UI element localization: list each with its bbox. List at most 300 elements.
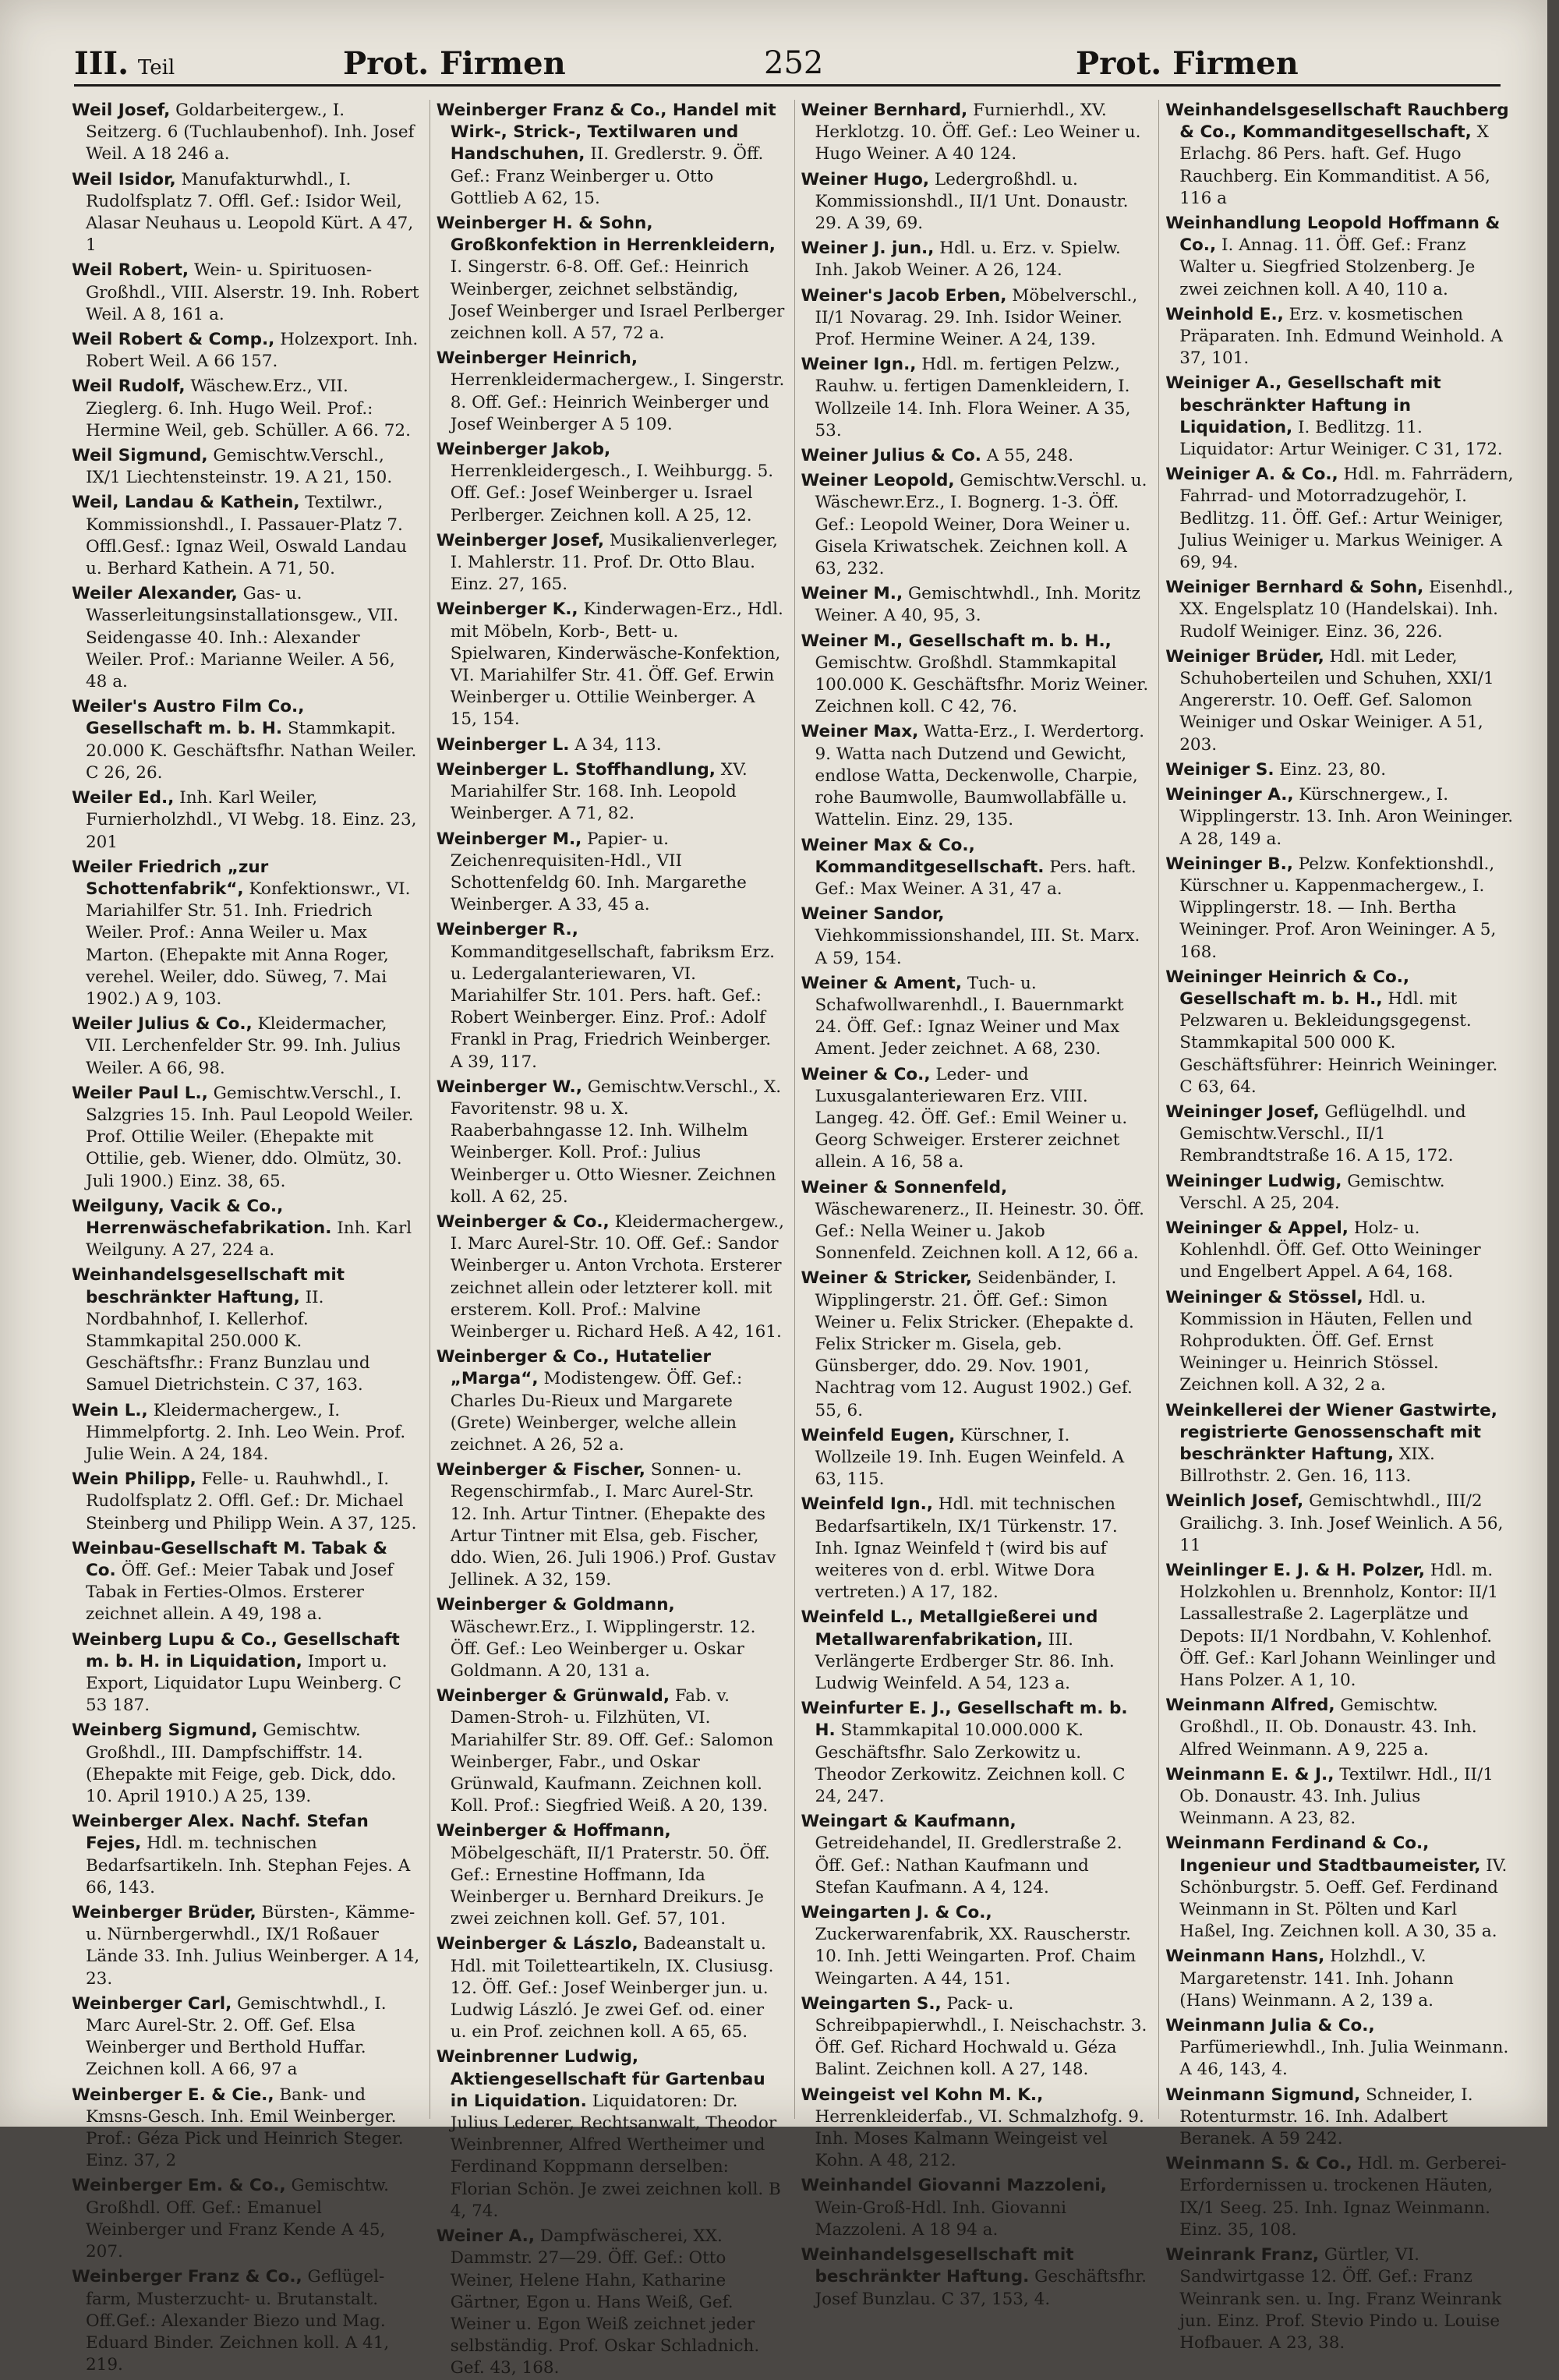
directory-entry bbox=[801, 835, 1150, 901]
firm-details: Getreidehandel, II. Gredlerstraße 2. Öff. Gef.: Nathan Kaufmann und Stefan Kaufmann. A 4, 124. bbox=[815, 1834, 1122, 1897]
firm-details: Holz- u. Kohlenhdl. Öff. Gef. Otto Weininger und Engelbert Appel. A 64, 168. bbox=[1179, 1218, 1481, 1282]
firm-details: Manufakturwhdl., I. Rudolfsplatz 7. Offl. Gef.: Isidor Weil, Alasar Neuhaus u. Leopold Kürt. A 47, 1 bbox=[86, 169, 414, 256]
firm-name: Weil Rudolf, bbox=[72, 377, 186, 397]
firm-details: Gemischtw.Verschl. u. Wäschewr.Erz., I. Bognerg. 1-3. Öff. Gef.: Leopold Weiner, Dora Weiner u. Gisela Kriwatschek. Zeichnen koll. A 63, 232. bbox=[815, 471, 1147, 579]
firm-name: Weinhandlung Leopold Hoffmann & Co., bbox=[1165, 214, 1501, 256]
directory-entry bbox=[72, 100, 420, 166]
firm-details: Gemischtwhdl., Inh. Moritz Weiner. A 40, 95, 3. bbox=[815, 584, 1141, 626]
firm-name: Weiniger A. & Co., bbox=[1165, 465, 1338, 485]
firm-name: Weininger & Stössel, bbox=[1165, 1287, 1363, 1307]
directory-entry bbox=[1165, 967, 1514, 1098]
firm-details: Tuch- u. Schafwollwarenhdl., I. Bauernmarkt 24. Öff. Gef.: Ignaz Weiner und Max Ament. Jeder zeichnet. A 68, 230. bbox=[815, 973, 1124, 1059]
page-header bbox=[74, 45, 1501, 87]
directory-entry bbox=[72, 1469, 420, 1535]
directory-entry bbox=[72, 260, 420, 326]
directory-entry bbox=[801, 1902, 1150, 1990]
directory-entry bbox=[801, 445, 1150, 467]
directory-entry bbox=[801, 169, 1150, 235]
directory-entry bbox=[801, 1425, 1150, 1491]
firm-details: Stammkapital 10.000.000 K. Geschäftsfhr. Salo Zerkowitz u. Theodor Zerkowitz. Zeichnen koll. C 24, 247. bbox=[815, 1720, 1126, 1807]
directory-entry bbox=[72, 1264, 420, 1396]
firm-details: Gemischtw. Großhdl., III. Dampfschiffstr. 14. (Ehepakte mit Feige, geb. Dick, ddo. 10. April 1910.) A 25, 139. bbox=[86, 1720, 397, 1807]
firm-details: Textilwr. Hdl., II/1 Ob. Donaustr. 43. Inh. Julius Weinmann. A 23, 82. bbox=[1179, 1764, 1494, 1829]
firm-details: XV. Mariahilfer Str. 168. Inh. Leopold Weinberger. A 71, 82. bbox=[450, 759, 748, 824]
firm-details: Hdl. m. Fahrrädern, Fahrrad- und Motorradzugehör, I. Bedlitzg. 11. Öff. Gef.: Artur Weiniger, Julius Weiniger u. Markus Weiniger. A 69, 94. bbox=[1179, 465, 1514, 573]
firm-details: Badeanstalt u. Hdl. mit Toiletteartikeln, IX. Clusiusg. 12. Öff. Gef.: Josef Weinberger jun. u. Ludwig László. Je zwei Gef. od. einer u. ein Prof. zeichnen koll. A 65, 65. bbox=[450, 1934, 774, 2042]
column-3 bbox=[794, 100, 1150, 2309]
firm-name: Weiner & Sonnenfeld, bbox=[801, 1177, 1008, 1197]
firm-details: Inh. Karl Weiler, Furnierholzhdl., VI Webg. 18. Einz. 23, 201 bbox=[86, 788, 417, 852]
part-number: III. bbox=[74, 45, 129, 82]
firm-name: Weinrank Franz, bbox=[1165, 2245, 1320, 2265]
firm-details: IV. Schönburgstr. 5. Oeff. Gef. Ferdinand Weinmann in St. Pölten und Karl Haßel, Ing. Zeichnen koll. A 30, 35 a. bbox=[1179, 1855, 1508, 1942]
directory-entry bbox=[72, 2085, 420, 2173]
directory-entry bbox=[72, 583, 420, 693]
directory-entry bbox=[1165, 373, 1514, 461]
left-running-title: Prot. Firmen bbox=[343, 45, 566, 82]
firm-details: Watta-Erz., I. Werdertorg. 9. Watta nach Dutzend und Gewicht, endlose Watta, Deckenwolle, Charpie, rohe Baumwolle, Baumwollabfälle u. Wattelin. Einz. 29, 135. bbox=[815, 722, 1145, 830]
firm-name: Weiner Max, bbox=[801, 722, 919, 742]
firm-details: Inh. Karl Weilguny. A 27, 224 a. bbox=[86, 1218, 412, 1261]
firm-name: Weiniger S. bbox=[1165, 759, 1274, 780]
directory-entry bbox=[801, 1698, 1150, 1808]
directory-entry bbox=[801, 1268, 1150, 1421]
firm-name: Weinberger Alex. Nachf. Stefan Fejes, bbox=[72, 1812, 369, 1854]
directory-entry bbox=[437, 2046, 785, 2223]
firm-name: Weil, Landau & Kathein, bbox=[72, 493, 300, 513]
firm-details: Bürsten-, Kämme- u. Nürnbergerwhdl., IX/1 Roßauer Lände 33. Inh. Julius Weinberger. A 14, 23. bbox=[86, 1903, 420, 1989]
directory-entry bbox=[437, 599, 785, 730]
directory-entry bbox=[1165, 2244, 1514, 2354]
firm-details: Herrenkleidergesch., I. Weihburgg. 5. Off. Gef.: Josef Weinberger u. Israel Perlberger. Zeichnen koll. A 25, 12. bbox=[450, 462, 774, 525]
firm-name: Weinberger & Fischer, bbox=[436, 1460, 645, 1480]
firm-name: Weinfurter E. J., Gesellschaft m. b. H. bbox=[801, 1699, 1128, 1741]
directory-entry bbox=[1165, 1833, 1514, 1943]
directory-entry bbox=[1165, 1102, 1514, 1168]
firm-details: I. Bedlitzg. 11. Liquidator: Artur Weiniger. C 31, 172. bbox=[1179, 417, 1503, 460]
firm-details: Geschäftsfhr. Josef Bunzlau. C 37, 153, 4. bbox=[815, 2267, 1147, 2309]
firm-details: Modistengew. Öff. Gef.: Charles Du-Rieux und Margarete (Grete) Weinberger, welche allein zeichnet. A 26, 52 a. bbox=[450, 1369, 743, 1455]
firm-details: Import u. Export, Liquidator Lupu Weinberg. C 53 187. bbox=[86, 1651, 402, 1716]
directory-entry bbox=[72, 1811, 420, 1899]
directory-entry bbox=[437, 2226, 785, 2379]
firm-name: Weiner M., Gesellschaft m. b. H., bbox=[801, 631, 1112, 651]
directory-entry bbox=[72, 1902, 420, 1990]
directory-entry bbox=[437, 1594, 785, 1682]
firm-name: Weinkellerei der Wiener Gastwirte, registrierte Genossenschaft mit beschränkter Haftung, bbox=[1165, 1400, 1497, 1464]
directory-entry bbox=[437, 1685, 785, 1817]
firm-name: Weiner & Co., bbox=[801, 1064, 931, 1084]
firm-details: Kommanditgesellschaft, fabriksm Erz. u. Ledergalanteriewaren, VI. Mariahilfer Str. 101. Pers. haft. Gef.: Robert Weinberger. Einz. Prof.: Adolf Frankl in Prag, Friedrich Weinberger. A 39, 117. bbox=[450, 942, 776, 1072]
directory-entry bbox=[1165, 1491, 1514, 1557]
firm-details: Papier- u. Zeichenrequisiten-Hdl., VII Schottenfeldg 60. Inh. Margarethe Weinberger. A 33, 45 a. bbox=[450, 829, 747, 915]
firm-details: Hdl. u. Kommission in Häuten, Fellen und Rohprodukten. Öff. Gef. Ernst Weininger u. Heinrich Stössel. Zeichnen koll. A 32, 2 a. bbox=[1179, 1287, 1472, 1395]
firm-name: Weiner Max & Co., Kommanditgesellschaft. bbox=[801, 835, 1045, 877]
directory-entry bbox=[1165, 1695, 1514, 1761]
directory-entry bbox=[801, 100, 1150, 166]
firm-details: Pers. haft. Gef.: Max Weiner. A 31, 47 a. bbox=[815, 857, 1137, 899]
firm-name: Weinmann Hans, bbox=[1165, 1947, 1325, 1967]
firm-name: Weiniger Bernhard & Sohn, bbox=[1165, 578, 1424, 598]
firm-name: Weil Josef, bbox=[72, 101, 171, 120]
directory-entry bbox=[1165, 1218, 1514, 1284]
firm-name: Weiler Paul L., bbox=[72, 1083, 208, 1103]
directory-entry bbox=[801, 631, 1150, 719]
page-number: 252 bbox=[764, 45, 824, 81]
column-2 bbox=[430, 100, 785, 2378]
firm-name: Weiler Friedrich „zur Schottenfabrik“, bbox=[72, 857, 269, 899]
firm-details: Kleidermacher, VII. Lerchenfelder Str. 99. Inh. Julius Weiler. A 66, 98. bbox=[86, 1014, 401, 1078]
firm-name: Weinberger H. & Sohn, Großkonfektion in Herrenkleidern, bbox=[436, 214, 776, 256]
firm-details: I. Singerstr. 6-8. Off. Gef.: Heinrich Weinberger, zeichnet selbständig, Josef Weinberger und Israel Perlberger zeichnen koll. A 57, 72 a. bbox=[450, 257, 785, 344]
firm-name: Weiler Julius & Co., bbox=[72, 1014, 253, 1034]
directory-entry bbox=[1165, 1560, 1514, 1692]
directory-entry bbox=[1165, 577, 1514, 643]
directory-entry bbox=[72, 329, 420, 373]
firm-name: Weingarten S., bbox=[801, 1993, 942, 2014]
directory-entry bbox=[801, 1177, 1150, 1265]
directory-entry bbox=[801, 904, 1150, 970]
firm-name: Weininger Josef, bbox=[1165, 1102, 1320, 1122]
firm-details: Wäschew.Erz., VII. Zieglerg. 6. Inh. Hugo Weil. Prof.: Hermine Weil, geb. Schüller. A 66. 72. bbox=[86, 377, 411, 440]
firm-name: Weiner J. jun., bbox=[801, 239, 935, 259]
firm-name: Weinberger M., bbox=[436, 829, 582, 849]
firm-name: Weiner Leopold, bbox=[801, 471, 955, 491]
firm-details: Gemischtw.Verschl., IX/1 Liechtensteinstr. 19. A 21, 150. bbox=[86, 446, 393, 488]
directory-entry bbox=[801, 973, 1150, 1061]
firm-details: Wein-Groß-Hdl. Inh. Giovanni Mazzoleni. A 18 94 a. bbox=[815, 2198, 1067, 2240]
firm-name: Weininger Ludwig, bbox=[1165, 1171, 1342, 1191]
firm-name: Weinberger R., bbox=[436, 920, 578, 940]
firm-name: Weinmann Julia & Co., bbox=[1165, 2016, 1375, 2036]
directory-entry bbox=[437, 213, 785, 345]
part-marker bbox=[74, 45, 175, 82]
firm-name: Weiner Bernhard, bbox=[801, 101, 968, 120]
firm-name: Weingart & Kaufmann, bbox=[801, 1812, 1016, 1832]
directory-entry bbox=[801, 1494, 1150, 1604]
directory-entry bbox=[72, 492, 420, 580]
directory-entry bbox=[437, 759, 785, 826]
firm-name: Weinmann Ferdinand & Co., Ingenieur und Stadtbaumeister, bbox=[1165, 1834, 1481, 1876]
firm-details: Kürschner, I. Wollzeile 19. Inh. Eugen Weinfeld. A 63, 115. bbox=[815, 1425, 1125, 1490]
firm-details: Hdl. m. Gerberei-Erfordernissen u. trockenen Häuten, IX/1 Seeg. 25. Inh. Ignaz Weinmann. Einz. 35, 108. bbox=[1179, 2154, 1507, 2240]
directory-entry bbox=[72, 1196, 420, 1262]
directory-entry bbox=[1165, 304, 1514, 370]
firm-details: Kürschnergew., I. Wipplingerstr. 13. Inh. Aron Weininger. A 28, 149 a. bbox=[1179, 785, 1514, 849]
firm-name: Weinberger & Co., bbox=[436, 1211, 610, 1232]
directory-entry bbox=[72, 2175, 420, 2263]
firm-name: Weil Sigmund, bbox=[72, 446, 208, 466]
firm-details: Fab. v. Damen-Stroh- u. Filzhüten, VI. Mariahilfer Str. 89. Off. Gef.: Salomon Weinberger, Fabr., und Oskar Grünwald, Kaufmann. Zeichnen koll. Koll. Prof.: Siegfried Weiß. A 20, 139. bbox=[450, 1686, 774, 1816]
firm-details: Dampfwäscherei, XX. Dammstr. 27—29. Öff. Gef.: Otto Weiner, Helene Hahn, Katharine Gärtner, Egon u. Hans Weiß, Gef. Weiner u. Egon Weiß zeichnet jeder selbständig. Prof. Oskar Schladnich. Gef. 43, 168. bbox=[450, 2226, 760, 2378]
firm-details: II. Nordbahnhof, I. Kellerhof. Stammkapital 250.000 K. Geschäftsfhr.: Franz Bunzlau und Samuel Dietrichstein. C 37, 163. bbox=[86, 1287, 370, 1395]
firm-details: Gas- u. Wasserleitungsinstallationsgew., VII. Seidengasse 40. Inh.: Alexander Weiler. Prof.: Marianne Weiler. A 56, 48 a. bbox=[86, 584, 399, 692]
directory-entry bbox=[801, 583, 1150, 627]
firm-name: Weiner Hugo, bbox=[801, 169, 930, 189]
firm-name: Weiniger Brüder, bbox=[1165, 646, 1324, 667]
firm-details: Pelzw. Konfektionshdl., Kürschner u. Kappenmachergew., I. Wipplingerstr. 18. — Inh. Bertha Weininger. Prof. Aron Weininger. A 5, 168. bbox=[1179, 854, 1497, 962]
firm-name: Weinberger Em. & Co., bbox=[72, 2176, 286, 2196]
directory-entry bbox=[1165, 213, 1514, 301]
directory-entry bbox=[1165, 1764, 1514, 1830]
firm-name: Weinberger & Hoffmann, bbox=[436, 1821, 671, 1841]
firm-details: Ledergroßhdl. u. Kommissionshdl., II/1 Unt. Donaustr. 29. A 39, 69. bbox=[815, 169, 1129, 234]
firm-details: Gemischtw. Verschl. A 25, 204. bbox=[1179, 1171, 1445, 1213]
directory-entry bbox=[437, 530, 785, 596]
directory-entry bbox=[1165, 2153, 1514, 2241]
firm-name: Weinmann Alfred, bbox=[1165, 1696, 1335, 1716]
firm-details: Gemischtwhdl., I. Marc Aurel-Str. 2. Off. Gef. Elsa Weinberger und Berthold Huffar. Zeichnen koll. A 66, 97 a bbox=[86, 1993, 387, 2080]
firm-details: Hdl. mit technischen Bedarfsartikeln, IX/1 Türkenstr. 17. Inh. Ignaz Weinfeld † (wird bis auf weiteres von d. erbl. Witwe Dora vertreten.) A 17, 182. bbox=[815, 1494, 1118, 1603]
directory-entry bbox=[1165, 1946, 1514, 2012]
firm-details: Viehkommissionshandel, III. St. Marx. A 59, 154. bbox=[815, 926, 1140, 968]
firm-details: XIX. Billrothstr. 2. Gen. 16, 113. bbox=[1179, 1444, 1435, 1487]
directory-entry bbox=[1165, 1171, 1514, 1215]
firm-name: Weingeist vel Kohn M. K., bbox=[801, 2085, 1044, 2105]
column-4 bbox=[1158, 100, 1514, 2353]
directory-entry bbox=[801, 2085, 1150, 2173]
directory-entry bbox=[437, 1933, 785, 2043]
firm-details: Kleidermachergew., I. Himmelpfortg. 2. Inh. Leo Wein. Prof. Julie Wein. A 24, 184. bbox=[86, 1400, 406, 1464]
firm-name: Weinberger W., bbox=[436, 1077, 582, 1097]
directory-entry bbox=[437, 734, 785, 756]
firm-name: Weinberger & Co., Hutatelier „Marga“, bbox=[436, 1347, 712, 1389]
firm-name: Weinberg Sigmund, bbox=[72, 1720, 258, 1741]
firm-details: Möbelgeschäft, II/1 Praterstr. 50. Öff. Gef.: Ernestine Hoffmann, Ida Weinberger u. Bernhard Dreikurs. Je zwei zeichnen koll. Gef. 57, 101. bbox=[450, 1843, 770, 1929]
right-running-title: Prot. Firmen bbox=[1076, 45, 1299, 82]
directory-entry bbox=[801, 1811, 1150, 1899]
firm-details: Seidenbänder, I. Wipplingerstr. 21. Öff. Gef.: Simon Weiner u. Felix Stricker. (Ehepakte d. Felix Stricker m. Gisela, geb. Günsberger, ddo. 29. Nov. 1901, Nachtrag vom 12. August 1902.) Gef. 55, 6. bbox=[815, 1268, 1134, 1420]
firm-details: Herrenkleiderfab., VI. Schmalzhofg. 9. Inh. Moses Kalmann Weingeist vel Kohn. A 48, 212. bbox=[815, 2106, 1144, 2171]
directory-entry bbox=[437, 829, 785, 917]
firm-details: Hdl. m. technischen Bedarfsartikeln. Inh. Stephan Fejes. A 66, 143. bbox=[86, 1834, 411, 1897]
firm-details: Wäschewr.Erz., I. Wipplingerstr. 12. Öff. Gef.: Leo Weinberger u. Oskar Goldmann. A 20, 131 a. bbox=[450, 1617, 756, 1682]
directory-entry bbox=[72, 445, 420, 489]
firm-details: Gemischtw. Großhdl. Stammkapital 100.000 K. Geschäftsfhr. Moriz Weiner. Zeichnen koll. C 42, 76. bbox=[815, 652, 1149, 717]
firm-name: Weiner & Stricker, bbox=[801, 1268, 973, 1289]
directory-entry bbox=[437, 1211, 785, 1343]
directory-entry bbox=[72, 1400, 420, 1466]
firm-details: Goldarbeitergew., I. Seitzerg. 6 (Tuchlaubenhof). Inh. Josef Weil. A 18 246 a. bbox=[86, 101, 415, 164]
firm-details: Stammkapit. 20.000 K. Geschäftsfhr. Nathan Weiler. C 26, 26. bbox=[86, 719, 417, 783]
firm-name: Weinberger Heinrich, bbox=[436, 348, 638, 369]
firm-details: Parfümeriewhdl., Inh. Julia Weinmann. A 46, 143, 4. bbox=[1179, 2038, 1509, 2080]
firm-name: Weiler's Austro Film Co., Gesellschaft m. b. H. bbox=[72, 697, 305, 739]
part-label: Teil bbox=[137, 56, 175, 80]
firm-details: Kleidermachergew., I. Marc Aurel-Str. 10. Off. Gef.: Sandor Weinberger u. Anton Vrchota. Ersterer zeichnet allein oder letzterer koll. mit ersterem. Koll. Prof.: Malvine Weinberger u. Richard Heß. A 42, 161. bbox=[450, 1211, 784, 1342]
directory-entry bbox=[1165, 759, 1514, 781]
firm-name: Weinberger Josef, bbox=[436, 530, 605, 550]
firm-details: Herrenkleidermachergew., I. Singerstr. 8. Off. Gef.: Heinrich Weinberger und Josef Weinberger A 5 109. bbox=[450, 370, 785, 434]
firm-name: Weinberger L. Stoffhandlung, bbox=[436, 759, 716, 780]
firm-name: Weinhandel Giovanni Mazzoleni, bbox=[801, 2176, 1107, 2196]
firm-name: Weiler Alexander, bbox=[72, 584, 238, 604]
firm-name: Weinberger Carl, bbox=[72, 1993, 232, 2014]
firm-details: Holzhdl., V. Margaretenstr. 141. Inh. Johann (Hans) Weinmann. A 2, 139 a. bbox=[1179, 1947, 1454, 2010]
firm-name: Weinhandelsgesellschaft mit beschränkter Haftung, bbox=[72, 1265, 345, 1307]
directory-entry bbox=[801, 470, 1150, 580]
directory-entry bbox=[801, 2244, 1150, 2311]
firm-name: Weininger A., bbox=[1165, 785, 1294, 805]
directory-entry bbox=[72, 696, 420, 784]
firm-details: Gemischtw. Großhdl. Off. Gef.: Emanuel Weinberger und Franz Kende A 45, 207. bbox=[86, 2176, 389, 2262]
firm-details: Hdl. m. Holzkohlen u. Brennholz, Kontor: II/1 Lassallestraße 2. Lagerplätze und Depots: II/1 Nordbahn, V. Kohlenhof. Öff. Gef.: Karl Johann Weinlinger und Hans Polzer. A 1, 10. bbox=[1179, 1561, 1499, 1691]
firm-details: Eisenhdl., XX. Engelsplatz 10 (Handelskai). Inh. Rudolf Weiniger. Einz. 36, 226. bbox=[1179, 578, 1514, 642]
directory-entry bbox=[72, 1538, 420, 1626]
firm-name: Weil Robert & Comp., bbox=[72, 330, 275, 350]
firm-name: Weinberger Brüder, bbox=[72, 1903, 256, 1923]
firm-name: Weil Robert, bbox=[72, 260, 189, 281]
firm-details: Hdl. m. fertigen Pelzw., Rauhw. u. fertigen Damenkleidern, I. Wollzeile 14. Inh. Flora Weiner. A 35, 53. bbox=[815, 355, 1131, 440]
firm-details: Geflügelhdl. und Gemischtw.Verschl., II/1 Rembrandtstraße 16. A 15, 172. bbox=[1179, 1102, 1466, 1166]
directory-entry bbox=[1165, 784, 1514, 851]
firm-name: Weinmann E. & J., bbox=[1165, 1764, 1335, 1784]
directory-entry bbox=[437, 1346, 785, 1456]
firm-details: Sonnen- u. Regenschirmfab., I. Marc Aurel-Str. 12. Inh. Artur Tintner. (Ehepakte des Artur Tintner mit Elsa, geb. Fischer, ddo. Wien, 26. Juli 1906.) Prof. Gustav Jellinek. A 32, 159. bbox=[450, 1460, 776, 1590]
directory-entry bbox=[437, 439, 785, 527]
firm-name: Weinberger L. bbox=[436, 734, 570, 755]
directory-entry bbox=[437, 1077, 785, 1208]
directory-entry bbox=[437, 100, 785, 210]
firm-details: III. Verlängerte Erdberger Str. 86. Inh. Ludwig Weinfeld. A 54, 123 a. bbox=[815, 1629, 1115, 1694]
firm-details: Erz. v. kosmetischen Präparaten. Inh. Edmund Weinhold. A 37, 101. bbox=[1179, 304, 1503, 369]
directory-entry bbox=[72, 1720, 420, 1808]
firm-name: Weiner's Jacob Erben, bbox=[801, 285, 1007, 306]
firm-name: Weinberger & Lászlo, bbox=[436, 1934, 638, 1954]
firm-details: Leder- und Luxusgalanteriewaren Erz. VIII. Langeg. 42. Öff. Gef.: Emil Weiner u. Georg Schweiger. Ersterer zeichnet allein. A 16, 58 a. bbox=[815, 1064, 1128, 1172]
directory-entry bbox=[72, 787, 420, 854]
directory-entry bbox=[437, 919, 785, 1073]
firm-details: Pack- u. Schreibpapierwhdl., I. Neischachstr. 3. Öff. Gef. Richard Hochwald u. Géza Balint. Zeichnen koll. A 27, 148. bbox=[815, 1993, 1147, 2080]
directory-entry bbox=[72, 169, 420, 257]
firm-details: Hdl. u. Erz. v. Spielw. Inh. Jakob Weiner. A 26, 124. bbox=[815, 239, 1121, 281]
firm-details: I. Annag. 11. Öff. Gef.: Franz Walter u. Siegfried Stolzenberg. Je zwei zeichnen koll. A 40, 110 a. bbox=[1179, 235, 1476, 299]
firm-name: Weingarten J. & Co., bbox=[801, 1903, 992, 1923]
firm-details: II. Gredlerstr. 9. Öff. Gef.: Franz Weinberger u. Otto Gottlieb A 62, 15. bbox=[450, 144, 764, 208]
entry-columns bbox=[72, 100, 1514, 2378]
firm-name: Weiniger A., Gesellschaft mit beschränkter Haftung in Liquidation, bbox=[1165, 373, 1441, 437]
directory-entry bbox=[72, 857, 420, 1010]
directory-entry bbox=[72, 1629, 420, 1717]
directory-entry bbox=[1165, 1287, 1514, 1397]
directory-entry bbox=[1165, 2015, 1514, 2081]
firm-name: Weinbrenner Ludwig, Aktiengesellschaft für Gartenbau in Liquidation. bbox=[436, 2047, 765, 2111]
firm-details: Hdl. mit Pelzwaren u. Bekleidungsgegenst. Stammkapital 500 000 K. Geschäftsführer: Heinrich Weininger. C 63, 64. bbox=[1179, 988, 1498, 1097]
firm-details: Geflügel-farm, Musterzucht- u. Brutanstalt. Off.Gef.: Alexander Biezo und Mag. Eduard Binder. Zeichnen koll. A 41, 219. bbox=[86, 2267, 390, 2375]
firm-details: Gürtler, VI. Sandwirtgasse 12. Öff. Gef.: Franz Weinrank sen. u. Ing. Franz Weinrank jun. Einz. Prof. Stevio Pindo u. Louise Hofbauer. A 23, 38. bbox=[1179, 2245, 1502, 2353]
directory-entry bbox=[72, 1083, 420, 1193]
directory-entry bbox=[801, 721, 1150, 831]
directory-entry bbox=[1165, 646, 1514, 756]
firm-name: Weiner & Ament, bbox=[801, 973, 962, 993]
firm-name: Weinmann S. & Co., bbox=[1165, 2154, 1352, 2174]
directory-entry bbox=[72, 1993, 420, 2081]
firm-details: Gemischtwhdl., III/2 Grailichg. 3. Inh. Josef Weinlich. A 56, 11 bbox=[1179, 1491, 1504, 1555]
firm-name: Weininger Heinrich & Co., Gesellschaft m. b. H., bbox=[1165, 967, 1410, 1009]
firm-name: Weininger B., bbox=[1165, 854, 1293, 874]
firm-details: Gemischtw.Verschl., I. Salzgries 15. Inh. Paul Leopold Weiler. Prof. Ottilie Weiler. (Ehepakte mit Ottilie, geb. Wiener, ddo. Olmütz, 30. Juli 1900.) Einz. 38, 65. bbox=[86, 1083, 414, 1191]
firm-details: Öff. Gef.: Meier Tabak und Josef Tabak in Ferties-Olmos. Ersterer zeichnet allein. A 49, 198 a. bbox=[86, 1561, 394, 1625]
directory-entry bbox=[72, 2266, 420, 2376]
firm-details: Einz. 23, 80. bbox=[1279, 759, 1387, 780]
firm-name: Weinhandelsgesellschaft Rauchberg & Co., Kommanditgesellschaft, bbox=[1165, 101, 1509, 143]
firm-name: Weinberger K., bbox=[436, 599, 578, 620]
column-1 bbox=[72, 100, 420, 2375]
firm-name: Weinfeld Eugen, bbox=[801, 1425, 956, 1445]
firm-name: Weinberger & Goldmann, bbox=[436, 1595, 675, 1615]
firm-name: Weiner M., bbox=[801, 584, 903, 604]
directory-entry bbox=[437, 1820, 785, 1930]
firm-name: Weiler Ed., bbox=[72, 788, 175, 808]
firm-details: Bank- und Kmsns-Gesch. Inh. Emil Weinberger. Prof.: Géza Pick und Heinrich Steger. Einz. 37, 2 bbox=[86, 2085, 404, 2171]
directory-entry bbox=[801, 238, 1150, 281]
firm-details: Wein- u. Spirituosen-Großhdl., VIII. Alserstr. 19. Inh. Robert Weil. A 8, 161 a. bbox=[86, 260, 419, 324]
directory-entry bbox=[801, 354, 1150, 442]
directory-entry bbox=[1165, 854, 1514, 964]
firm-details: Holzexport. Inh. Robert Weil. A 66 157. bbox=[86, 330, 419, 372]
directory-entry bbox=[801, 285, 1150, 352]
firm-name: Wein Philipp, bbox=[72, 1469, 196, 1490]
firm-name: Weiner A., bbox=[436, 2226, 535, 2247]
firm-details: Gemischtw. Großhdl., II. Ob. Donaustr. 43. Inh. Alfred Weinmann. A 9, 225 a. bbox=[1179, 1696, 1477, 1759]
firm-name: Weinbau-Gesellschaft M. Tabak & Co. bbox=[72, 1538, 388, 1580]
firm-name: Weinlich Josef, bbox=[1165, 1491, 1304, 1512]
directory-entry bbox=[72, 376, 420, 442]
firm-name: Weinberger & Grünwald, bbox=[436, 1686, 670, 1706]
firm-details: Gemischtw.Verschl., X. Favoritenstr. 98 u. X. Raaberbahngasse 12. Inh. Wilhelm Weinberger. Koll. Prof.: Julius Weinberger u. Otto Wiesner. Zeichnen koll. A 62, 25. bbox=[450, 1077, 782, 1207]
directory-entry bbox=[801, 1993, 1150, 2081]
firm-details: Kinderwagen-Erz., Hdl. mit Möbeln, Korb-, Bett- u. Spielwaren, Kinderwäsche-Konfektion, VI. Mariahilfer Str. 41. Öff. Gef. Erwin Weinberger u. Ottilie Weinberger. A 15, 154. bbox=[450, 599, 783, 730]
firm-details: Textilwr., Kommissionshdl., I. Passauer-Platz 7. Offl.Gesf.: Ignaz Weil, Oswald Landau u. Berhard Kathein. A 71, 50. bbox=[86, 493, 407, 579]
directory-entry bbox=[1165, 2085, 1514, 2151]
firm-details: X Erlachg. 86 Pers. haft. Gef. Hugo Rauchberg. Ein Kommanditist. A 56, 116 a bbox=[1179, 122, 1490, 208]
firm-name: Weiner Sandor, bbox=[801, 904, 945, 925]
firm-details: Konfektionswr., VI. Mariahilfer Str. 51. Inh. Friedrich Weiler. Prof.: Anna Weiler u. Max Marton. (Ehepakte mit Anna Roger, verehel. Weiler, ddo. Süweg, 7. Mai 1902.) A 9, 103. bbox=[86, 879, 411, 1009]
firm-name: Weinberger E. & Cie., bbox=[72, 2085, 274, 2105]
firm-name: Weinlinger E. J. & H. Polzer, bbox=[1165, 1561, 1426, 1580]
directory-entry bbox=[1165, 1400, 1514, 1488]
firm-name: Weilguny, Vacik & Co., Herrenwäschefabrikation. bbox=[72, 1196, 332, 1238]
directory-entry bbox=[801, 1064, 1150, 1174]
firm-name: Weil Isidor, bbox=[72, 169, 176, 189]
firm-name: Weiner Julius & Co. bbox=[801, 446, 981, 466]
directory-entry bbox=[72, 1013, 420, 1080]
firm-details: Liquidatoren: Dr. Julius Lederer, Rechtsanwalt, Theodor Weinbrenner, Alfred Wertheimer und Ferdinand Koppmann derselben: Florian Schön. Je zwei zeichnen koll. B 4, 74. bbox=[450, 2091, 781, 2221]
firm-details: Wäschewarenerz., II. Heinestr. 30. Öff. Gef.: Nella Weiner u. Jakob Sonnenfeld. Zeichnen koll. A 12, 66 a. bbox=[815, 1199, 1144, 1264]
directory-entry bbox=[437, 1459, 785, 1591]
firm-details: Hdl. mit Leder, Schuhoberteilen und Schuhen, XXI/1 Angererstr. 10. Oeff. Gef. Salomon Weiniger und Oskar Weiniger. A 51, 203. bbox=[1179, 646, 1494, 755]
directory-entry bbox=[1165, 100, 1514, 210]
directory-entry bbox=[801, 1607, 1150, 1695]
firm-name: Weinfeld L., Metallgießerei und Metallwarenfabrikation, bbox=[801, 1607, 1098, 1650]
firm-details: Furnierhdl., XV. Herklotzg. 10. Öff. Gef.: Leo Weiner u. Hugo Weiner. A 40 124. bbox=[815, 101, 1141, 164]
directory-entry bbox=[437, 348, 785, 436]
firm-name: Weinmann Sigmund, bbox=[1165, 2085, 1361, 2105]
firm-name: Wein L., bbox=[72, 1400, 148, 1420]
firm-name: Weinhold E., bbox=[1165, 304, 1284, 324]
firm-details: Möbelverschl., II/1 Novarag. 29. Inh. Isidor Weiner. Prof. Hermine Weiner. A 24, 139. bbox=[815, 285, 1138, 350]
firm-name: Weinberger Jakob, bbox=[436, 440, 611, 460]
firm-details: A 55, 248. bbox=[986, 446, 1074, 466]
firm-name: Weinberg Lupu & Co., Gesellschaft m. b. H. in Liquidation, bbox=[72, 1629, 400, 1671]
firm-name: Weiner Ign., bbox=[801, 355, 917, 375]
firm-details: A 34, 113. bbox=[574, 734, 662, 755]
firm-details: Schneider, I. Rotenturmstr. 16. Inh. Adalbert Beranek. A 59 242. bbox=[1179, 2085, 1473, 2149]
firm-name: Weinhandelsgesellschaft mit beschränkter Haftung. bbox=[801, 2245, 1074, 2287]
firm-details: Felle- u. Rauhwhdl., I. Rudolfsplatz 2. Offl. Gef.: Dr. Michael Steinberg und Philipp Wein. A 37, 125. bbox=[86, 1469, 417, 1533]
directory-entry bbox=[801, 2175, 1150, 2241]
firm-details: Zuckerwarenfabrik, XX. Rauscherstr. 10. Inh. Jetti Weingarten. Prof. Chaim Weingarten. A 44, 151. bbox=[815, 1925, 1137, 1989]
